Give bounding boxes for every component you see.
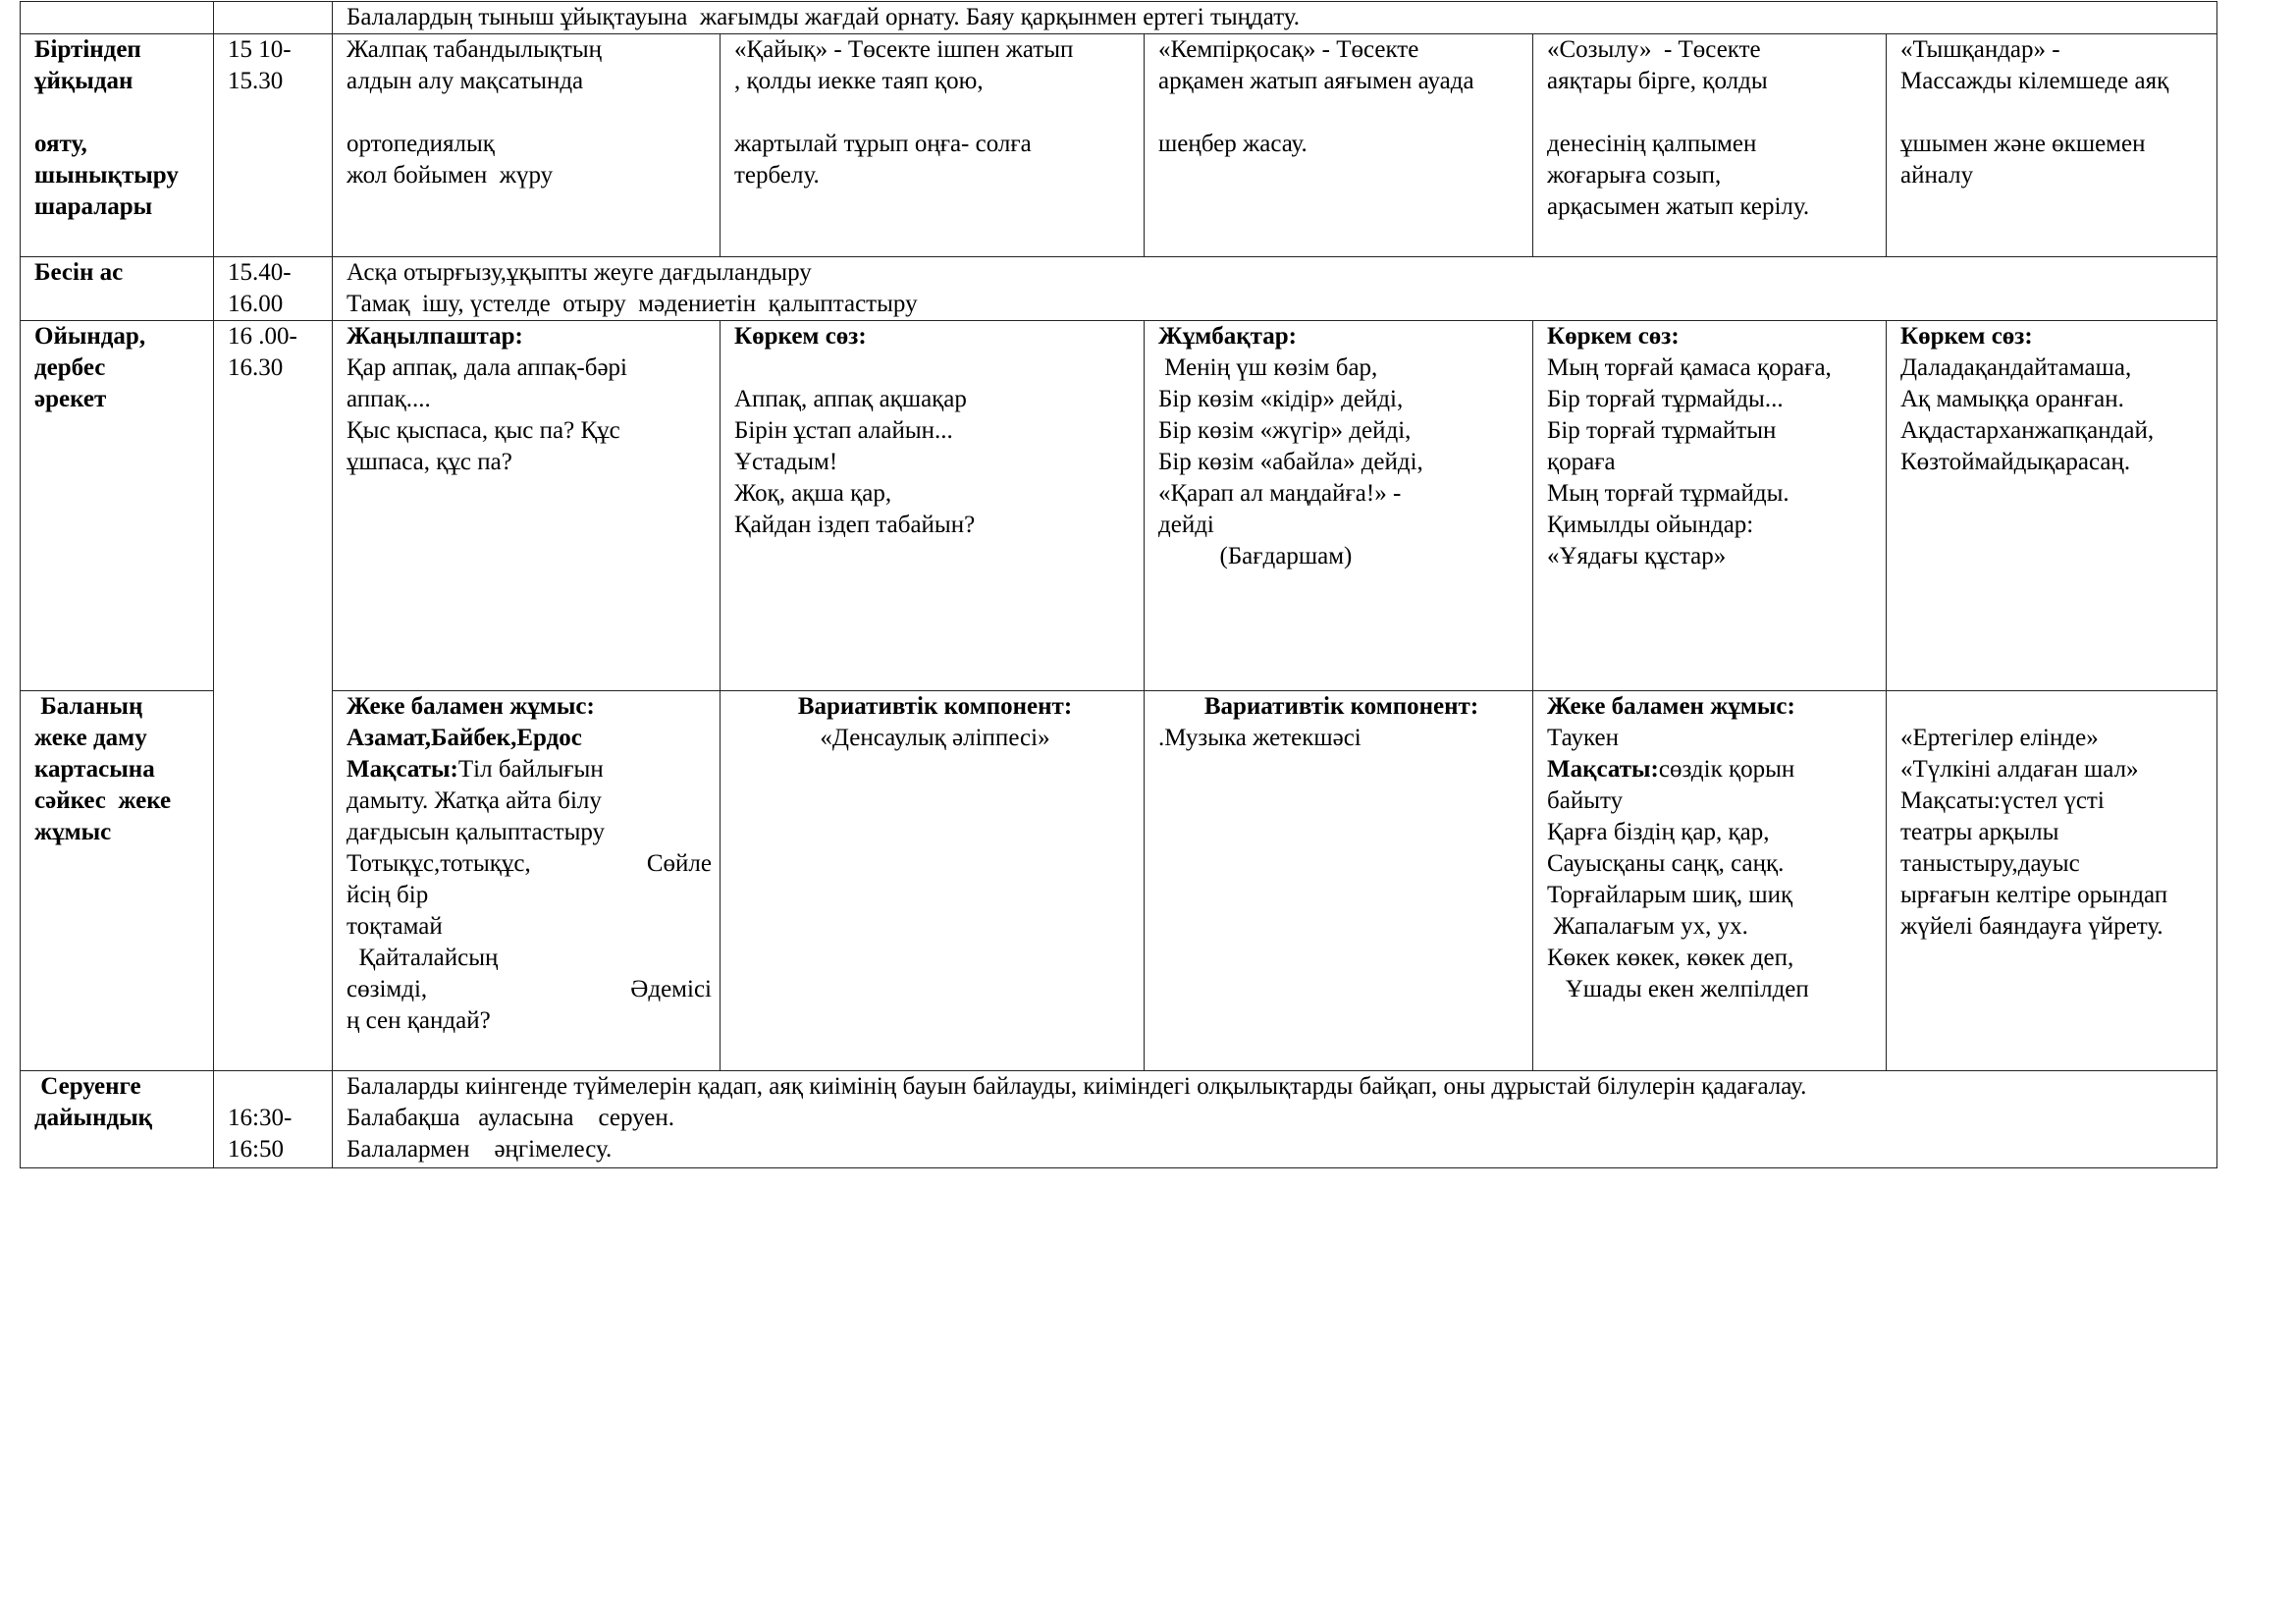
text-line: «Созылу» - Төсекте xyxy=(1547,36,1761,63)
text-line: дайындық xyxy=(34,1105,153,1131)
text-line: аппақ.... xyxy=(347,386,431,412)
text-line: Баланың xyxy=(34,693,143,720)
row-snack xyxy=(21,257,2217,321)
day-cell xyxy=(333,691,721,1071)
text-line: Мың торғай тұрмайды. xyxy=(1547,480,1789,507)
text-line: театры арқылы xyxy=(1900,819,2059,845)
text-line: «Қайық» - Төсекте ішпен жатып xyxy=(734,36,1074,63)
text-line xyxy=(1158,97,1524,129)
text-line: Жапалағым ух, ух. xyxy=(1547,913,1748,940)
row-games xyxy=(21,321,2217,691)
text-line: Қимылды ойындар: xyxy=(1547,512,1754,538)
text-line: сәйкес жеке xyxy=(34,787,172,814)
time-cell xyxy=(214,1071,333,1168)
text-line: жеке даму xyxy=(34,725,147,751)
text-line xyxy=(734,97,1136,129)
text-line: Бір көзім «жүгір» дейді, xyxy=(1158,417,1412,444)
goal-text: сөздік қорын xyxy=(1658,756,1795,783)
text-line: Бір торғай тұрмайды... xyxy=(1547,386,1784,412)
text-line: ұйқыдан xyxy=(34,68,133,94)
text-line: жұмыс xyxy=(34,819,112,845)
goal-label: Мақсаты: xyxy=(1547,756,1659,783)
text-line: тоқтамай xyxy=(347,913,443,940)
text-line: Ұстадым! xyxy=(734,449,838,475)
text-line: Сауысқаны саңқ, саңқ. xyxy=(1547,850,1785,877)
text-line: Көкек көкек, көкек деп, xyxy=(1547,945,1794,971)
text-line: шаралары xyxy=(34,193,153,220)
text-line: Аппақ, аппақ ақшақар xyxy=(734,386,967,412)
text-line: Ақдастарханжапқандай, xyxy=(1900,417,2155,444)
daily-schedule-table xyxy=(20,1,2217,1168)
day-cell xyxy=(1145,691,1533,1071)
section-label xyxy=(21,321,214,691)
text-line: Балалармен әңгімелесу. xyxy=(347,1136,613,1163)
text-line: байыту xyxy=(1547,787,1624,814)
text-line: Ақ мамыққа оранған. xyxy=(1900,386,2124,412)
text-line: айналу xyxy=(1900,162,1974,189)
text-line: ояту, xyxy=(34,131,87,157)
section-label xyxy=(21,2,214,34)
text-line: дамыту. Жатқа айта білу xyxy=(347,787,602,814)
row-walk xyxy=(21,1071,2217,1168)
text-line: жүйелі баяндауға үйрету. xyxy=(1900,913,2163,940)
text-line: Көзтоймайдықарасаң. xyxy=(1900,449,2131,475)
text-line: аяқтары бірге, қолды xyxy=(1547,68,1768,94)
text-line: Бір көзім «абайла» дейді, xyxy=(1158,449,1423,475)
text-line: жоғарыға созып, xyxy=(1547,162,1722,189)
day-cell xyxy=(1533,34,1887,257)
time-cell xyxy=(214,257,333,321)
time-cell xyxy=(214,321,333,1071)
text-line: әрекет xyxy=(34,386,107,412)
text-line: Жұмбақтар: xyxy=(1158,323,1297,350)
text-line xyxy=(347,754,712,785)
day-cell xyxy=(1533,321,1887,691)
text-line: Көркем сөз: xyxy=(1900,323,2033,350)
text-line: Мақсаты:үстел үсті xyxy=(1900,787,2105,814)
text-line: Ұшады екен желпілдеп xyxy=(1547,976,1809,1002)
text-line xyxy=(1900,97,2209,129)
text-line: шеңбер жасау. xyxy=(1158,131,1308,157)
text-line: денесінің қалпымен xyxy=(1547,131,1757,157)
day-cell xyxy=(721,34,1145,257)
text-line: тербелу. xyxy=(734,162,820,189)
activity-text xyxy=(333,257,2217,321)
text-line: Тамақ ішу, үстелде отыру мәдениетін қалыптастыру xyxy=(347,291,918,317)
activity-text xyxy=(333,1071,2217,1168)
text-line: Балаларды киінгенде түймелерін қадап, аяқ киімінің бауын байлауды, киіміндегі олқылықтарды байқап, оны дұрыстай білулерін қадағалау. xyxy=(347,1073,1807,1100)
text-line: Қар аппақ, дала аппақ-бәрі xyxy=(347,354,627,381)
goal-text: Тіл байлығын xyxy=(457,756,604,783)
text-line: жол бойымен жүру xyxy=(347,162,554,189)
day-cell xyxy=(1145,34,1533,257)
text-line: Жеке баламен жұмыс: xyxy=(347,693,595,720)
day-cell xyxy=(1533,691,1887,1071)
text-line: қораға xyxy=(1547,449,1616,475)
day-cell xyxy=(333,321,721,691)
text-line: Балабақша ауласына серуен. xyxy=(347,1105,675,1131)
text-line: «Кемпірқосақ» - Төсекте xyxy=(1158,36,1419,63)
text-line: Вариативтік компонент: xyxy=(797,693,1073,720)
text-line: , қолды иекке таяп қою, xyxy=(734,68,984,94)
text-line: Вариативтік компонент: xyxy=(1203,693,1479,720)
text-line: арқасымен жатып керілу. xyxy=(1547,193,1810,220)
day-cell xyxy=(721,691,1145,1071)
text-line: картасына xyxy=(34,756,155,783)
text-line xyxy=(347,97,712,129)
text-line: 16.00 xyxy=(228,291,284,317)
text-line: Массажды кілемшеде аяқ xyxy=(1900,68,2169,94)
time-cell xyxy=(214,2,333,34)
text-line xyxy=(228,1071,324,1103)
text-line: Бесін ас xyxy=(34,259,124,286)
text-line: ң сен қандай? xyxy=(347,1007,491,1034)
section-label xyxy=(21,257,214,321)
text-line: Жеке баламен жұмыс: xyxy=(1547,693,1795,720)
text-line: шынықтыру xyxy=(34,162,179,189)
text-line: Біртіндеп xyxy=(34,36,141,63)
text-line: «Тышқандар» - xyxy=(1900,36,2060,63)
activity-text xyxy=(333,2,2217,34)
text-line xyxy=(34,97,205,129)
row-wakeup xyxy=(21,34,2217,257)
text-line: 15.30 xyxy=(228,68,284,94)
text-line: Қыс қыспаса, қыс па? Құс xyxy=(347,417,620,444)
day-cell xyxy=(1887,34,2217,257)
day-cell xyxy=(1145,321,1533,691)
text-line: «Ұядағы құстар» xyxy=(1547,543,1727,569)
text-line: .Музыка жетекшәсі xyxy=(1158,725,1362,751)
text-line: (Бағдаршам) xyxy=(1158,543,1353,569)
text-line: 15.40- xyxy=(228,259,292,286)
text-line xyxy=(1547,97,1878,129)
day-cell xyxy=(333,34,721,257)
text-line: сөзімді, Әдемісі xyxy=(347,976,712,1002)
row-sleep xyxy=(21,2,2217,34)
text-line: «Ертегілер елінде» xyxy=(1900,725,2099,751)
row-individual xyxy=(21,691,2217,1071)
text-line: ұшпаса, құс па? xyxy=(347,449,512,475)
text-line: Серуенге xyxy=(34,1073,141,1100)
text-line: Балалардың тыныш ұйықтауына жағымды жағдай орнату. Баяу қарқынмен ертегі тыңдату. xyxy=(347,4,1301,30)
text-line: Тотықұс,тотықұс, Сөйле xyxy=(347,850,712,877)
text-line: «Қарап ал маңдайға!» - xyxy=(1158,480,1402,507)
day-cell xyxy=(1887,691,2217,1071)
text-line: Бірін ұстап алайын... xyxy=(734,417,953,444)
text-line: Қарға біздің қар, қар, xyxy=(1547,819,1770,845)
text-line: таныстыру,дауыс xyxy=(1900,850,2080,877)
text-line: Бір көзім «кідір» дейді, xyxy=(1158,386,1404,412)
day-cell xyxy=(1887,321,2217,691)
text-line xyxy=(1547,754,1878,785)
time-cell xyxy=(214,34,333,257)
text-line: Мың торғай қамаса қораға, xyxy=(1547,354,1832,381)
text-line xyxy=(1900,691,2209,723)
text-line: ұшымен және өкшемен xyxy=(1900,131,2146,157)
text-line: арқамен жатып аяғымен ауада xyxy=(1158,68,1474,94)
text-line: Қайдан іздеп табайын? xyxy=(734,512,976,538)
text-line: Қайталайсың xyxy=(347,945,499,971)
section-label xyxy=(21,1071,214,1168)
text-line: Бір торғай тұрмайтын xyxy=(1547,417,1777,444)
section-label xyxy=(21,34,214,257)
text-line: Таукен xyxy=(1547,725,1619,751)
section-label xyxy=(21,691,214,1071)
text-line: Асқа отырғызу,ұқыпты жеуге дағдыландыру xyxy=(347,259,812,286)
text-line: «Түлкіні алдаған шал» xyxy=(1900,756,2139,783)
goal-label: Мақсаты: xyxy=(347,756,458,783)
text-line: ортопедиялық xyxy=(347,131,495,157)
text-line: ырғағын келтіре орындап xyxy=(1900,882,2168,908)
text-line xyxy=(734,352,1136,384)
text-line: 15 10- xyxy=(228,36,292,63)
text-line: Жалпақ табандылықтың xyxy=(347,36,602,63)
text-line: Көркем сөз: xyxy=(734,323,867,350)
text-line: «Денсаулық әліппесі» xyxy=(820,725,1050,751)
text-line: Көркем сөз: xyxy=(1547,323,1680,350)
text-line: алдын алу мақсатында xyxy=(347,68,584,94)
text-line: йсің бір xyxy=(347,882,429,908)
text-line: 16.30 xyxy=(228,354,284,381)
text-line: 16:50 xyxy=(228,1136,284,1163)
text-line: 16 .00- xyxy=(228,323,297,350)
text-line: Жаңылпаштар: xyxy=(347,323,523,350)
text-line: дербес xyxy=(34,354,106,381)
text-line: Ойындар, xyxy=(34,323,146,350)
day-cell xyxy=(721,321,1145,691)
text-line: дағдысын қалыптастыру xyxy=(347,819,606,845)
text-line: Азамат,Байбек,Ердос xyxy=(347,725,582,751)
text-line: жартылай тұрып оңға- солға xyxy=(734,131,1032,157)
text-line: 16:30- xyxy=(228,1105,293,1131)
text-line: Торғайларым шиқ, шиқ xyxy=(1547,882,1793,908)
text-line: Менің үш көзім бар, xyxy=(1158,354,1378,381)
text-line: дейді xyxy=(1158,512,1214,538)
text-line: Жоқ, ақша қар, xyxy=(734,480,892,507)
text-line: Даладақандайтамаша, xyxy=(1900,354,2132,381)
